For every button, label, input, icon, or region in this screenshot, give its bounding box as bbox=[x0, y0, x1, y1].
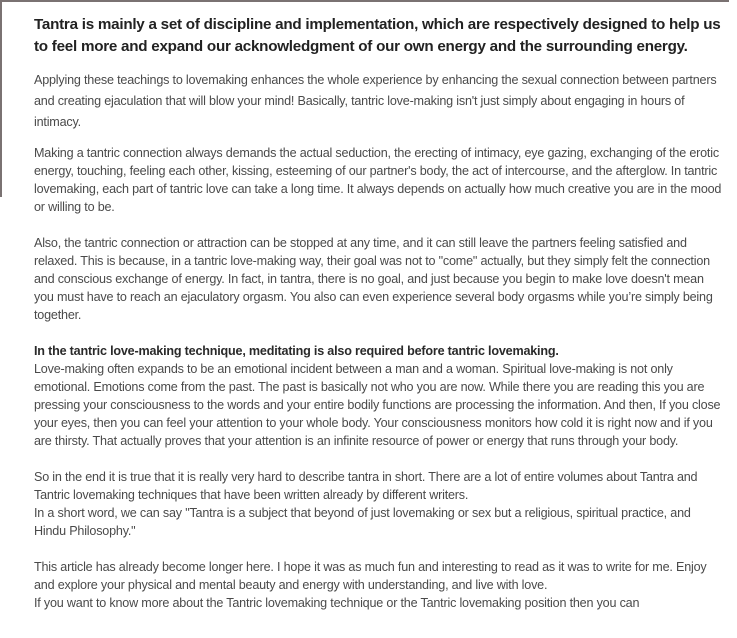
paragraph-tantric-connection: Making a tantric connection always demands the actual seduction, the erecting of intimacy, eye gazing, exchanging of the erotic energy, touching, feeling each other, kissing, esteeming of our partner's body, the act of intercourse, and the afterglow. In tantric lovemaking, each part of tantric love can take a long time. It always depends on actually how much creative you are in the mood or willing to be. bbox=[34, 146, 722, 214]
section-meditation bbox=[34, 342, 724, 450]
paragraph-closing-line1: This article has already become longer here. I hope it was as much fun and interesting to read as it was to write for me. Enjoy and explore your physical and mental beauty and energy with understanding, and live with love. bbox=[34, 560, 707, 592]
section-summary bbox=[34, 468, 724, 540]
paragraph-closing-line2: If you want to know more about the Tantric lovemaking technique or the Tantric lovemaking position then you can bbox=[34, 596, 640, 610]
section-closing bbox=[34, 558, 724, 612]
lead-heading: Tantra is mainly a set of discipline and implementation, which are respectively designed to help us to feel more and expand our acknowledgment of our own energy and the surrounding energy. bbox=[34, 16, 721, 55]
paragraph-no-goal: Also, the tantric connection or attraction can be stopped at any time, and it can still leave the partners feeling satisfied and relaxed. This is because, in a tantric love-making way, their goal was not to "come" actually, but they simply felt the connection and conscious exchange of energy. In fact, in tantra, there is no goal, and just because you begin to make love doesn't mean you must have to reach an ejaculatory orgasm. You also can even experience several body orgasms while you’re simply being together. bbox=[34, 236, 713, 322]
article-body bbox=[34, 14, 724, 612]
window-left-border bbox=[0, 0, 2, 197]
paragraph-summary-line2: In a short word, we can say "Tantra is a subject that beyond of just lovemaking or sex but a religious, spiritual practice, and Hindu Philosophy." bbox=[34, 506, 691, 538]
window-top-border bbox=[0, 0, 729, 2]
subheading-meditation: In the tantric love-making technique, meditating is also required before tantric lovemaking. bbox=[34, 344, 559, 358]
paragraph-meditation: Love-making often expands to be an emotional incident between a man and a woman. Spiritual love-making is not only emotional. Emotions come from the past. The past is basically not who you are now. While there you are reading this you are pressing your consciousness to the words and your entire bodily functions are processing the information. And then, If you close your eyes, then you can feel your attention to your whole body. Your consciousness monitors how cold it is right now and if you are thirsty. That actually proves that your attention is an infinite resource of power or energy that runs through your body. bbox=[34, 362, 721, 448]
paragraph-lovemaking-teachings: Applying these teachings to lovemaking enhances the whole experience by enhancing the sexual connection between partners and creating ejaculation that will blow your mind! Basically, tantric love-making isn't just simply about engaging in hours of intimacy. bbox=[34, 73, 717, 129]
paragraph-summary-line1: So in the end it is true that it is really very hard to describe tantra in short. There are a lot of entire volumes about Tantra and Tantric lovemaking techniques that have been written already by different writers. bbox=[34, 470, 698, 502]
